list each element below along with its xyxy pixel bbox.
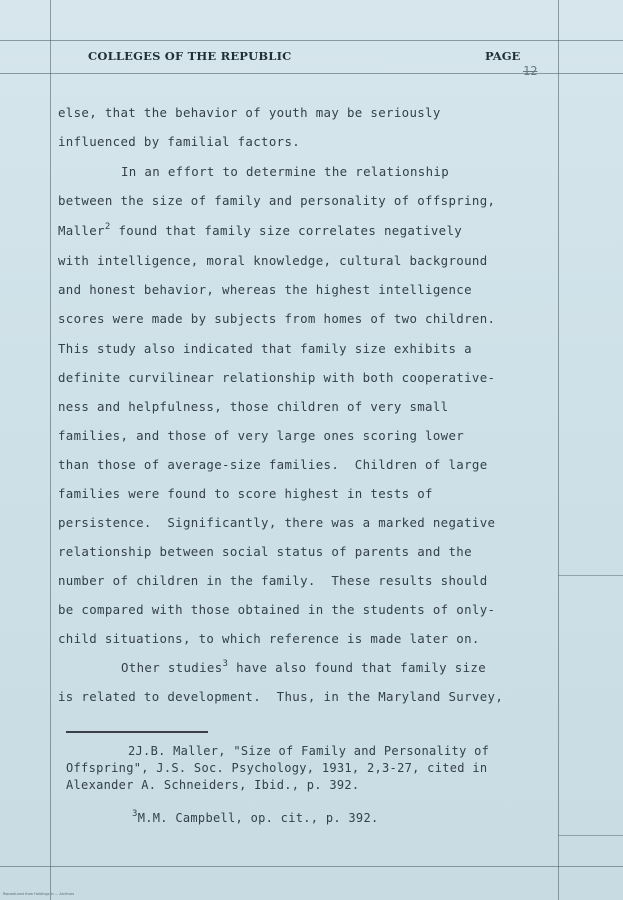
right-margin-rule [558, 0, 559, 900]
text-line: child situations, to which reference is made later on. [58, 631, 480, 646]
archive-imprint: Reproduced from Holdings in ... Archives [3, 892, 75, 896]
footnote-text: M.M. Campbell, op. cit., p. 392. [137, 811, 379, 825]
footnote-separator [66, 731, 208, 733]
top-rule [0, 40, 623, 41]
text-line: relationship between social status of parents and the [58, 544, 472, 559]
footnote-line: Offspring", J.S. Soc. Psychology, 1931, 2,3-27, cited in [66, 761, 488, 775]
right-tab-rule [558, 835, 623, 836]
text-line-with-footnote [58, 223, 462, 238]
bottom-rule [0, 866, 623, 867]
text-fragment: Other studies [121, 660, 223, 675]
text-fragment: have also found that family size [236, 660, 487, 675]
text-line: influenced by familial factors. [58, 134, 301, 149]
text-line: and honest behavior, whereas the highest intelligence [58, 282, 472, 297]
text-line: than those of average-size families. Children of large [58, 457, 488, 472]
text-line: families were found to score highest in tests of [58, 486, 433, 501]
text-line: ness and helpfulness, those children of very small [58, 399, 449, 414]
footnote-marker: 3 [132, 809, 138, 819]
author-name: Maller [58, 223, 105, 238]
page-number: 12 [523, 64, 538, 78]
footnote-line: 2J.B. Maller, "Size of Family and Personality of [128, 744, 490, 758]
footnote-line [132, 811, 379, 825]
text-line: persistence. Significantly, there was a marked negative [58, 515, 496, 530]
text-line: is related to development. Thus, in the Maryland Survey, [58, 689, 504, 704]
text-line: definite curvilinear relationship with both cooperative- [58, 370, 496, 385]
text-line: with intelligence, moral knowledge, cultural background [58, 253, 488, 268]
footnote-line: Alexander A. Schneiders, Ibid., p. 392. [66, 778, 360, 792]
text-line: be compared with those obtained in the students of only- [58, 602, 496, 617]
text-line: This study also indicated that family size exhibits a [58, 341, 472, 356]
text-line-with-footnote [121, 660, 486, 675]
text-line: between the size of family and personality of offspring, [58, 193, 496, 208]
footnote-marker: 3 [222, 659, 229, 669]
footnote-marker: 2 [104, 222, 111, 232]
text-line: else, that the behavior of youth may be seriously [58, 105, 441, 120]
text-line: scores were made by subjects from homes of two children. [58, 311, 496, 326]
text-line: number of children in the family. These results should [58, 573, 488, 588]
text-fragment: found that family size correlates negatively [118, 223, 463, 238]
right-tab-rule [558, 575, 623, 576]
page-label: PAGE [485, 49, 521, 63]
letterhead-title: COLLEGES OF THE REPUBLIC [88, 49, 292, 63]
text-line: families, and those of very large ones scoring lower [58, 428, 465, 443]
left-margin-rule [50, 0, 51, 900]
text-line: In an effort to determine the relationship [121, 164, 450, 179]
